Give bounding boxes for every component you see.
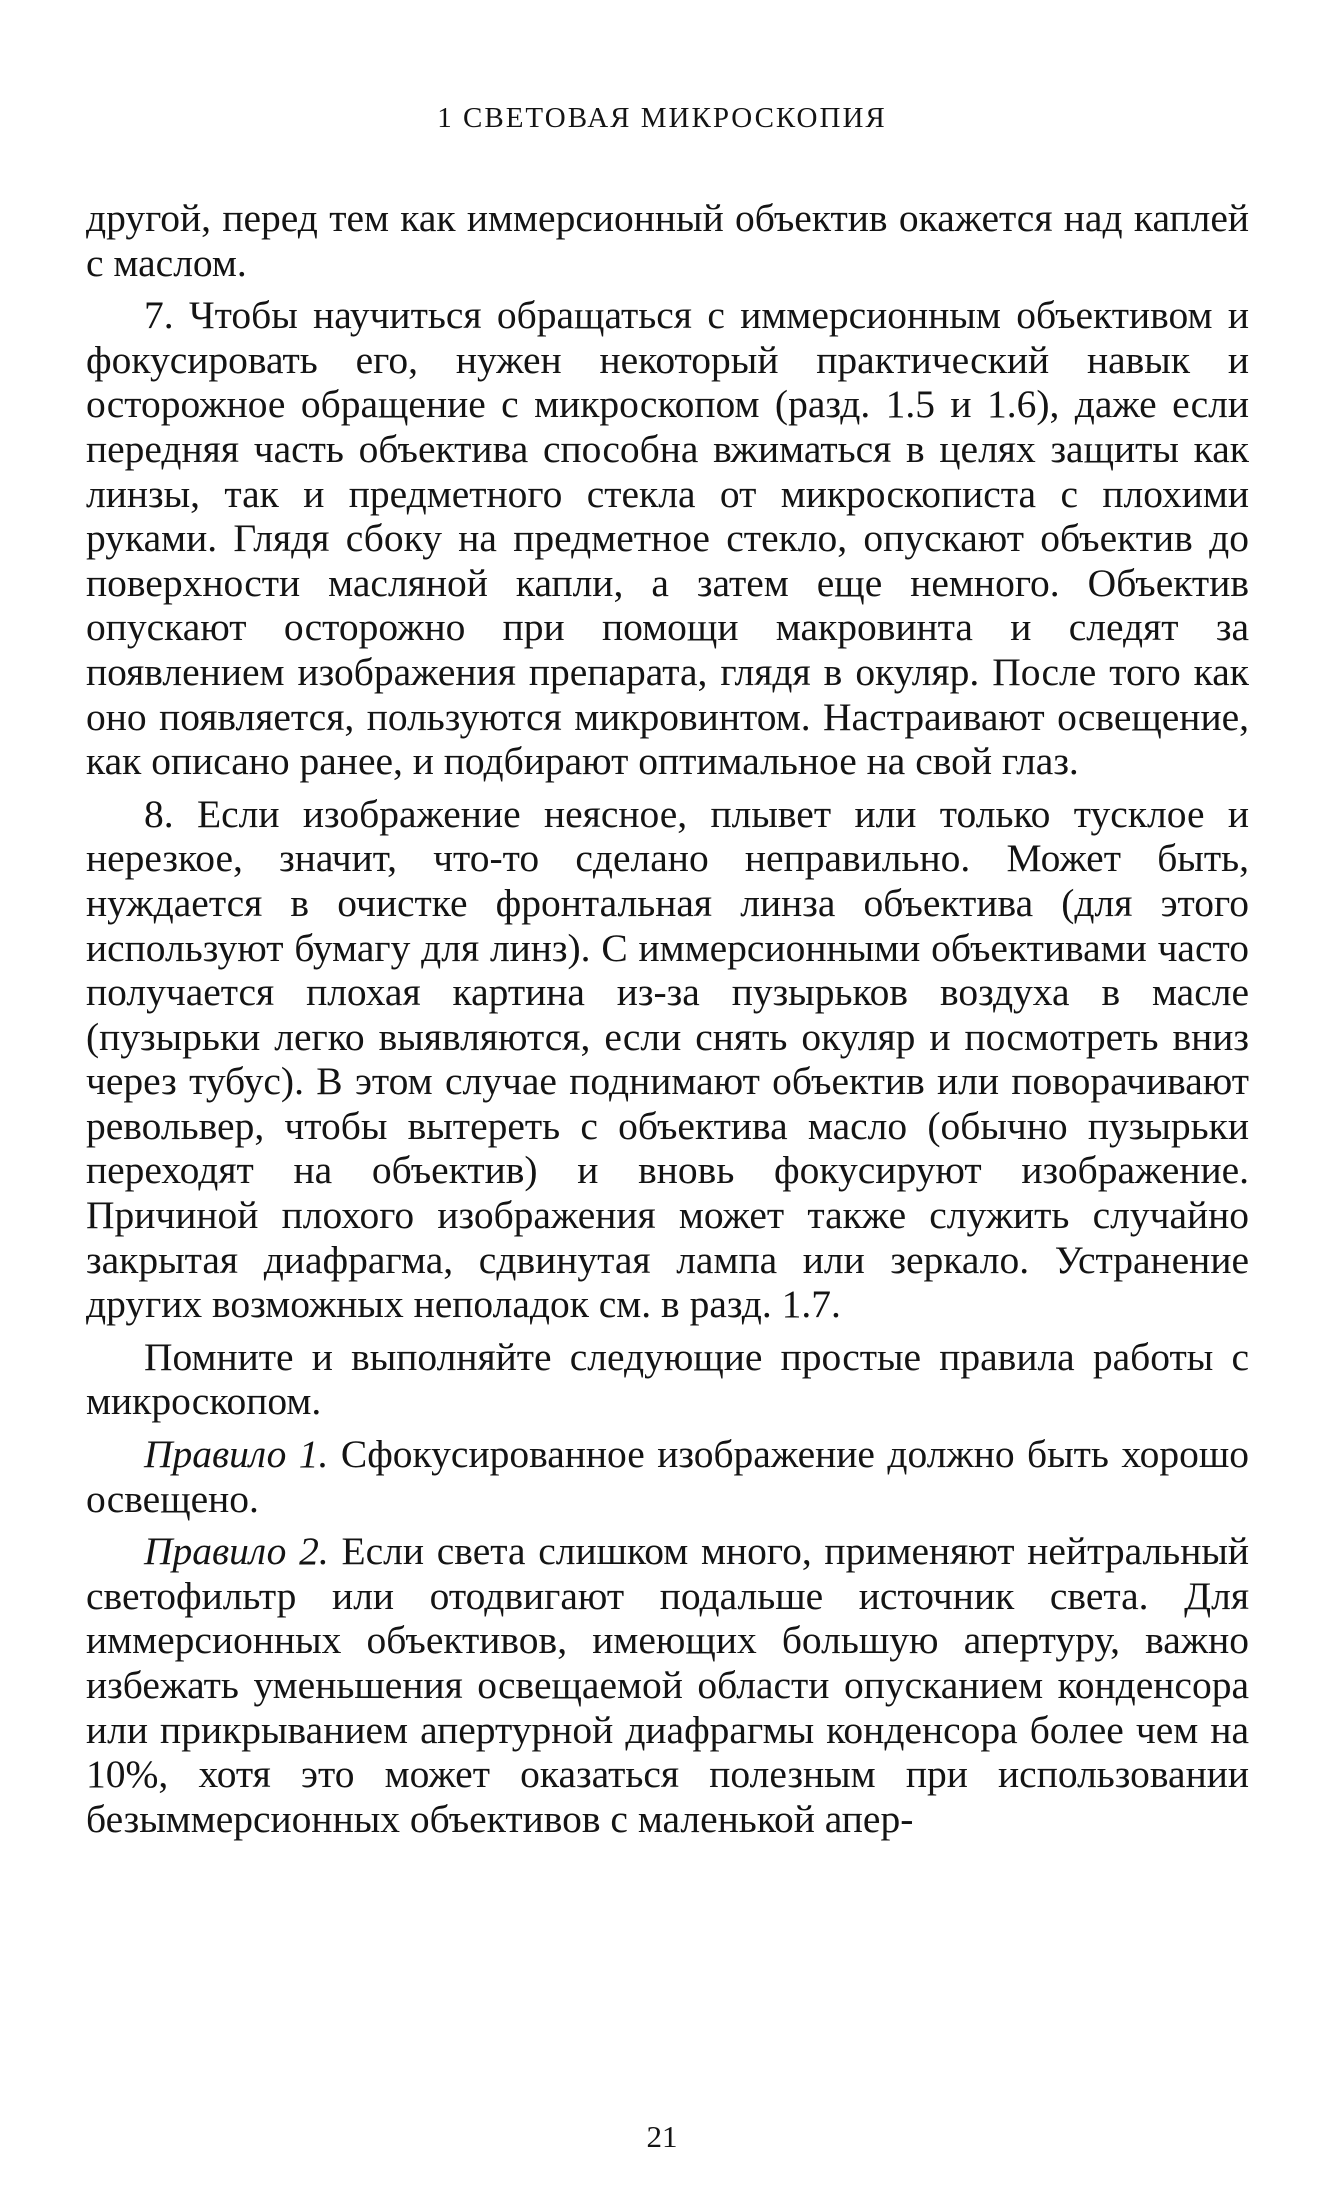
paragraph-step-8: 8. Если изображение неясное, плывет или только тусклое и нерезкое, значит, что-то сделано неправильно. Может быть, нуждается в очистке фронтальная линза объектива (для этого используют бумагу для линз). С иммерсионными объективами часто получается плохая картина из-за пузырьков воздуха в масле (пузырьки легко выявляются, если снять окуляр и посмотреть вниз через тубус). В этом случае поднимают объектив или поворачивают револьвер, чтобы вытереть с объектива масло (обычно пузырьки переходят на объектив) и вновь фокусируют изображение. Причиной плохого изображения может также служить случайно закрытая диафрагма, сдвинутая лампа или зеркало. Устранение других возможных неполадок см. в разд. 1.7.: [86, 791, 1249, 1327]
paragraph-rule-1: [86, 1432, 1249, 1521]
page-number: 21: [646, 2119, 678, 2154]
running-header: 1 СВЕТОВАЯ МИКРОСКОПИЯ: [437, 102, 887, 134]
rule-1-label: Правило 1.: [144, 1432, 329, 1477]
rule-1-text: Сфокусированное изображение должно быть хорошо освещено.: [86, 1432, 1249, 1521]
paragraph-step-7: 7. Чтобы научиться обращаться с иммерсионным объективом и фокусировать его, нужен некоторый практический навык и осторожное обращение с микроскопом (разд. 1.5 и 1.6), даже если передняя часть объектива способна вжиматься в целях защиты как линзы, так и предметного стекла от микроскописта с плохими руками. Глядя сбоку на предметное стекло, опускают объектив до поверхности масляной капли, а затем еще немного. Объектив опускают осторожно при помощи макровинта и следят за появлением изображения препарата, глядя в окуляр. После того как оно появляется, пользуются микровинтом. Настраивают освещение, как описано ранее, и подбирают оптимальное на свой глаз.: [86, 293, 1249, 784]
body-text: [86, 196, 1249, 1849]
rule-2-text: Если света слишком много, применяют нейтральный светофильтр или отодвигают подальше источник света. Для иммерсионных объективов, имеющих большую апертуру, важно избежать уменьшения освещаемой области опусканием конденсора или прикрыванием апертурной диафрагмы конденсора более чем на 10%, хотя это может оказаться полезным при использовании безыммерсионных объективов с маленькой апер-: [86, 1529, 1250, 1841]
paragraph-rules-intro: Помните и выполняйте следующие простые правила работы с микроскопом.: [86, 1334, 1249, 1424]
rule-2-label: Правило 2.: [144, 1529, 329, 1574]
paragraph-continuation: другой, перед тем как иммерсионный объектив окажется над каплей с маслом.: [86, 196, 1249, 285]
paragraph-rule-2: [86, 1529, 1249, 1841]
